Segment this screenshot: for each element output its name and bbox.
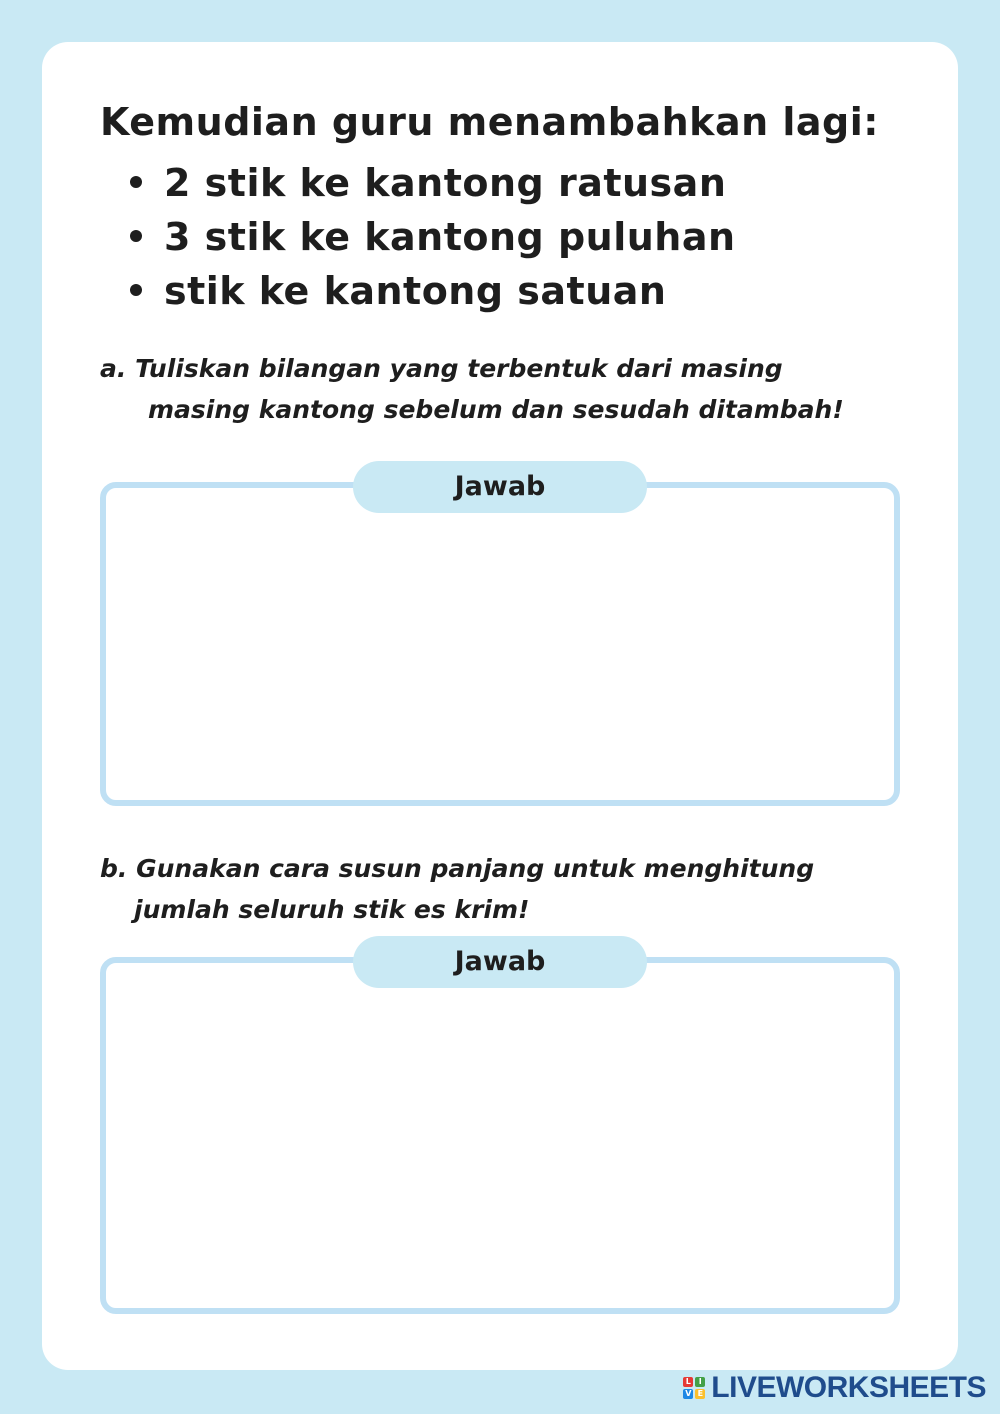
question-a [100, 348, 844, 430]
bullet-dot-icon [130, 230, 142, 242]
intro-heading: Kemudian guru menambahkan lagi: [100, 100, 879, 144]
answer-label-b: Jawab [353, 936, 647, 988]
logo-text: LIVEWORKSHEETS [711, 1371, 986, 1404]
bullet-text: stik ke kantong satuan [164, 269, 667, 313]
liveworksheets-logo[interactable] [683, 1370, 986, 1406]
bullet-item [130, 156, 736, 210]
question-b-line2: jumlah seluruh stik es krim! [134, 895, 530, 924]
logo-letter: E [695, 1389, 705, 1399]
answer-box-a[interactable] [100, 482, 900, 806]
question-a-line1: a. Tuliskan bilangan yang terbentuk dari masing [100, 354, 783, 383]
question-b-line1: b. Gunakan cara susun panjang untuk menghitung [100, 854, 815, 883]
logo-letter: V [685, 1389, 692, 1398]
answer-label-a: Jawab [353, 461, 647, 513]
bullet-text: 2 stik ke kantong ratusan [164, 161, 727, 205]
bullet-list [130, 156, 736, 318]
logo-grid-icon [683, 1377, 705, 1399]
logo-letter: L [683, 1377, 693, 1387]
bullet-dot-icon [130, 284, 142, 296]
question-a-line2: masing kantong sebelum dan sesudah ditambah! [148, 395, 844, 424]
bullet-text: 3 stik ke kantong puluhan [164, 215, 736, 259]
answer-box-b[interactable] [100, 957, 900, 1314]
question-b [100, 848, 814, 930]
bullet-item [130, 210, 736, 264]
logo-letter: I [695, 1377, 705, 1387]
bullet-item [130, 264, 736, 318]
bullet-dot-icon [130, 176, 142, 188]
